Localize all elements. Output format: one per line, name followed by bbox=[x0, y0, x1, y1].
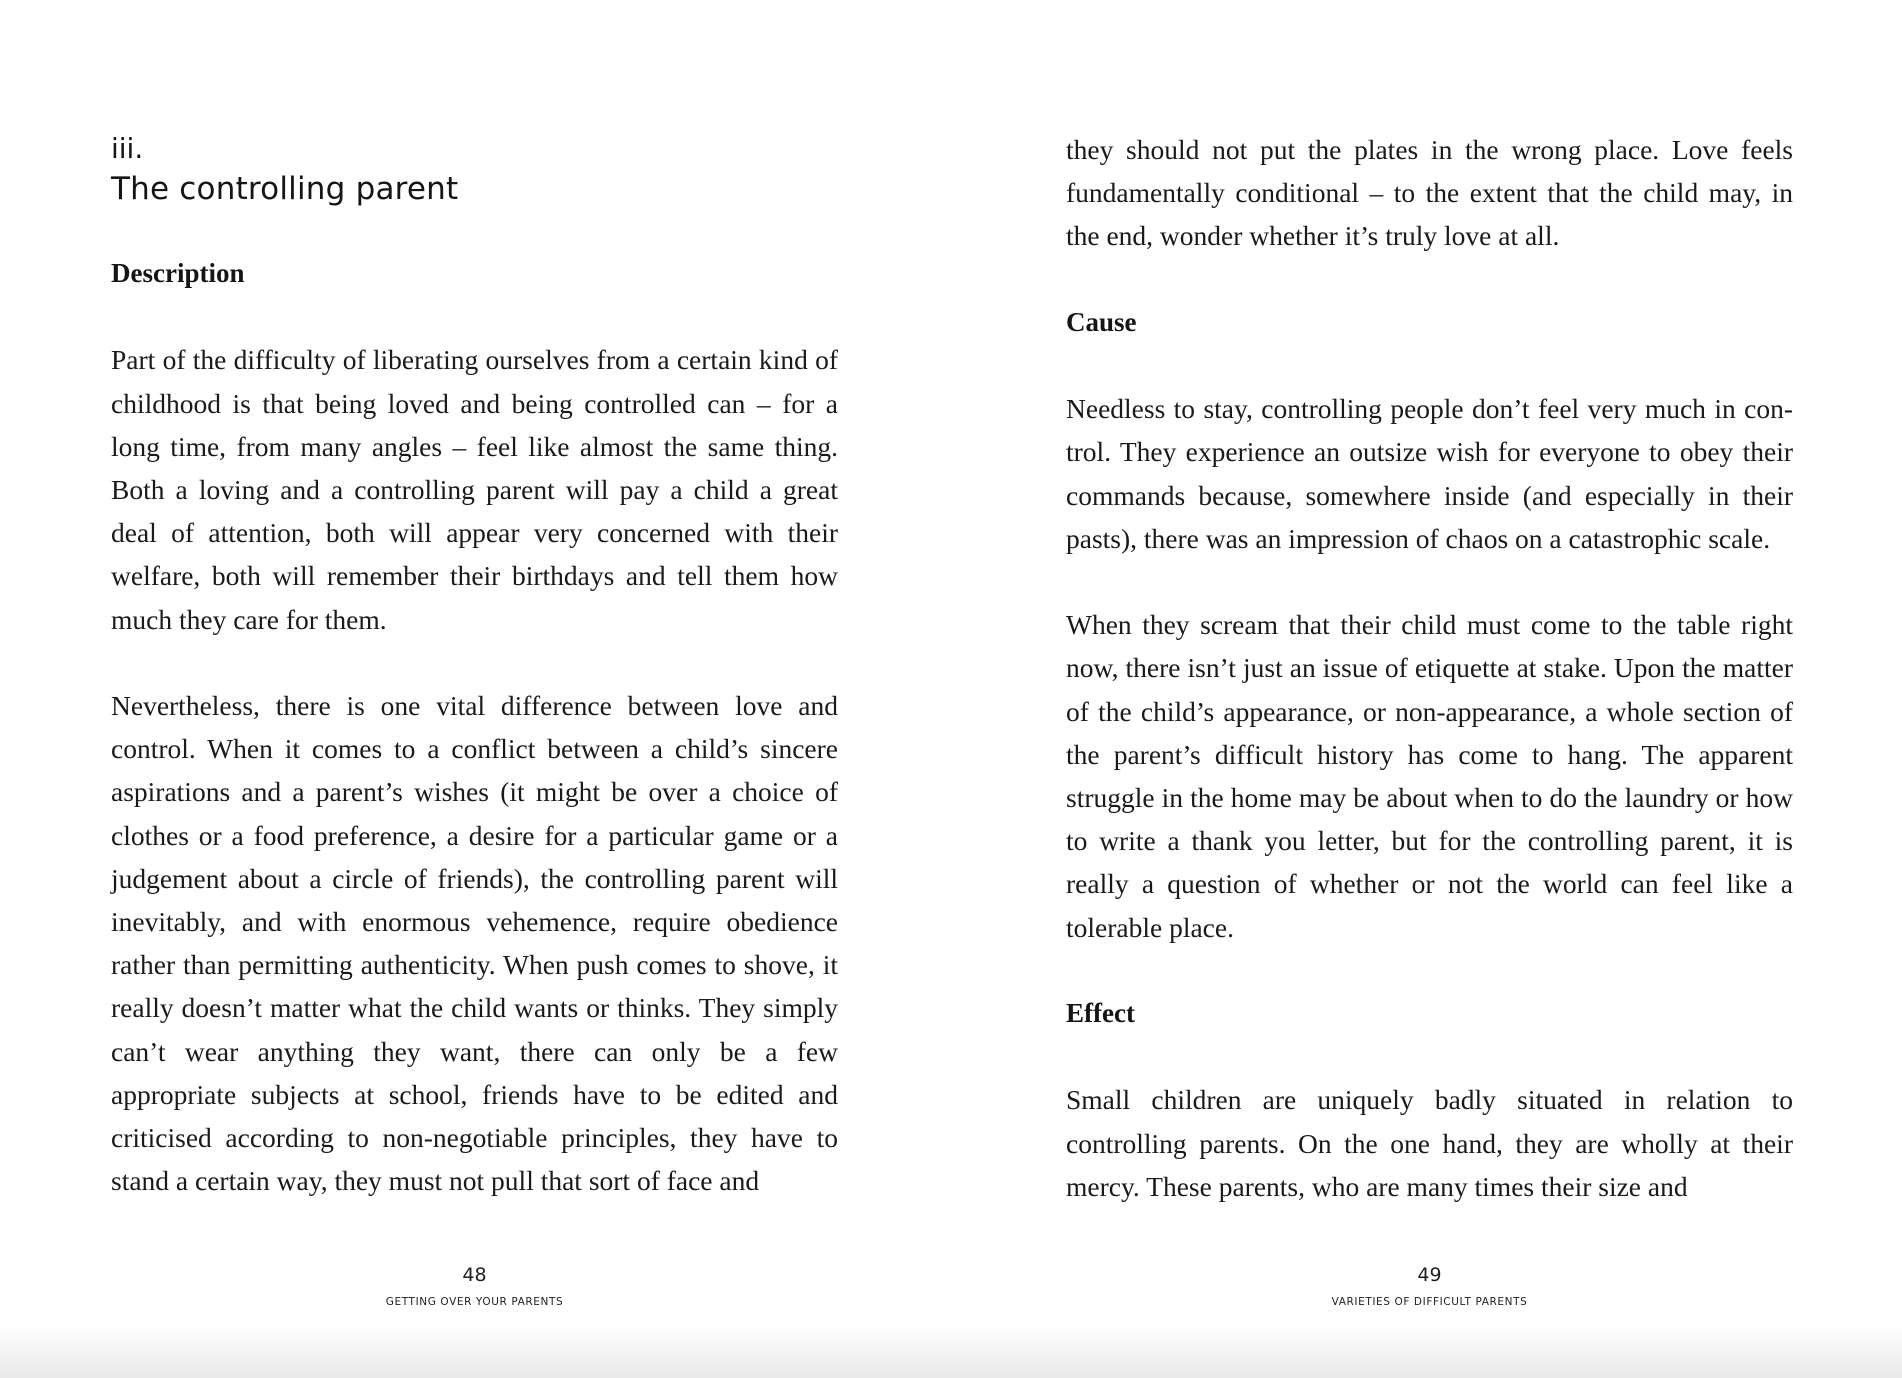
running-head: VARIETIES OF DIFFICULT PARENTS bbox=[1331, 1296, 1528, 1308]
body-paragraph: Part of the difficulty of liberating ourselves from a certain kind of childhood is that being loved and being controlled can – for a long time, from many angles – feel like almost the same thing. Both a loving and a controlling parent will pay a child a great deal of attention, both will appear very concerned with their welfare, both will remember their birthdays and tell them how much they care for them. bbox=[111, 344, 838, 635]
body-paragraph: When they scream that their child must come to the table right now, there isn’t just an issue of etiquette at stake. Upon the matter of the child’s appearance, or non-appearance, a whole section of the parent’s difficult history has come to hang. The apparent struggle in the home may be about when to do the laundry or how to write a thank you letter, but for the controlling parent, it is really a question of whether or not the world can feel like a tolerable place. bbox=[1066, 609, 1793, 943]
continued-paragraph: they should not put the plates in the wrong place. Love feels fundamentally conditional – to the extent that the child may, in the end, wonder whether it’s truly love at all. bbox=[1066, 134, 1793, 252]
right-folio bbox=[1066, 1263, 1793, 1309]
left-page bbox=[0, 0, 951, 1330]
body-paragraph: Needless to stay, controlling people don’t feel very much in control. They experience an outsize wish for everyone to obey their commands because, somewhere inside (and especially in their pasts), there was an impression of chaos on a catastrophic scale. bbox=[1066, 393, 1793, 554]
page-number: 49 bbox=[1417, 1264, 1442, 1286]
section-heading-description: Description bbox=[111, 258, 245, 288]
chapter-title: The controlling parent bbox=[111, 171, 459, 207]
viewer-bottom-edge bbox=[0, 1326, 1902, 1378]
running-head: GETTING OVER YOUR PARENTS bbox=[385, 1296, 564, 1308]
chapter-number: iii. bbox=[111, 132, 144, 165]
right-text-column bbox=[1066, 128, 1793, 1208]
page-number: 48 bbox=[462, 1264, 487, 1286]
body-paragraph: Nevertheless, there is one vital difference between love and control. When it comes to a conflict between a child’s sincere aspirations and a parent’s wishes (it might be over a choice of clothes or a food preference, a desire for a particular game or a judgement about a circle of friends), the controlling parent will inevitably, and with enormous vehemence, require obedience rather than permitting authenticity. When push comes to shove, it really doesn’t matter what the child wants or thinks. They simply can’t wear anything they want, there can only be a few appropriate subjects at school, friends have to be edited and criticised according to non-negotiable principles, they have to stand a certain way, they must not pull that sort of face and bbox=[111, 690, 838, 1197]
right-page bbox=[951, 0, 1902, 1330]
left-text-column bbox=[111, 130, 838, 1202]
left-folio bbox=[111, 1263, 838, 1309]
section-heading-cause: Cause bbox=[1066, 306, 1137, 337]
body-paragraph: Small children are uniquely badly situated in relation to controlling parents. On the one hand, they are wholly at their mercy. These parents, who are many times their size and bbox=[1066, 1084, 1793, 1202]
section-heading-effect: Effect bbox=[1066, 998, 1135, 1028]
